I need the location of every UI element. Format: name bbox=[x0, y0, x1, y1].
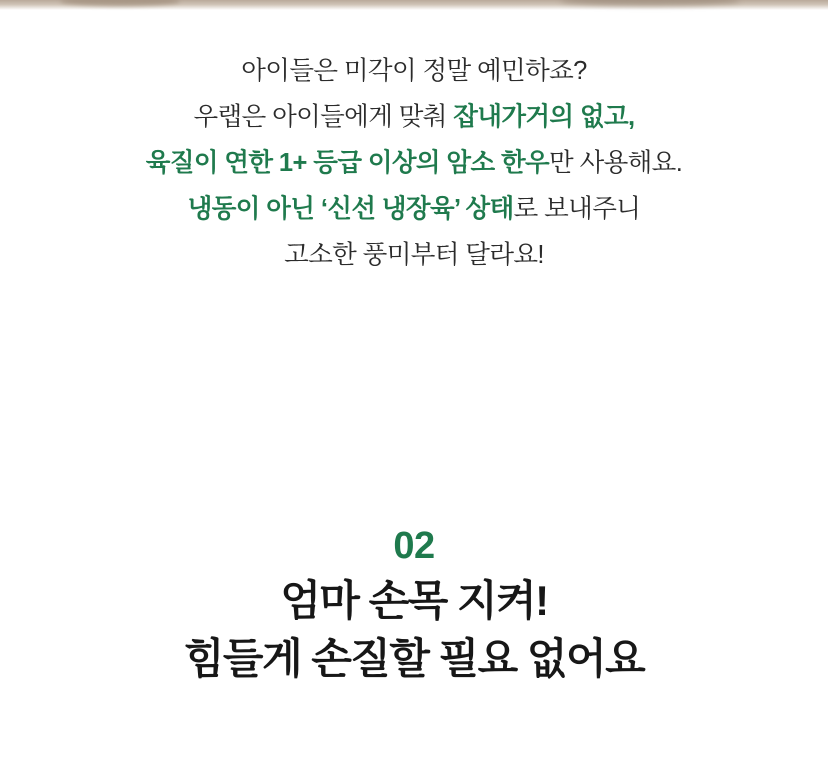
intro-line-4-highlight: 냉동이 아닌 ‘신선 냉장육’ 상태 bbox=[187, 195, 514, 223]
section-title-line-2: 힘들게 손질할 필요 없어요 bbox=[183, 635, 645, 682]
section-title-line-1: 엄마 손목 지켜! bbox=[280, 577, 548, 624]
intro-line-2 bbox=[0, 94, 828, 140]
intro-line-4 bbox=[0, 186, 828, 232]
intro-line-3-plain: 만 사용해요. bbox=[549, 149, 683, 177]
intro-line-3-highlight: 육질이 연한 1+ 등급 이상의 암소 한우 bbox=[145, 149, 550, 177]
photo-bottom-edge bbox=[0, 0, 828, 10]
intro-line-1 bbox=[0, 48, 828, 94]
intro-line-5 bbox=[0, 232, 828, 278]
intro-line-1-text: 아이들은 미각이 정말 예민하죠? bbox=[241, 57, 587, 85]
section-number: 02 bbox=[393, 525, 435, 567]
intro-line-2-plain: 우랩은 아이들에게 맞춰 bbox=[193, 103, 454, 131]
photo-blur-left bbox=[60, 0, 180, 6]
intro-line-3 bbox=[0, 140, 828, 186]
intro-line-2-highlight: 잡내가거의 없고, bbox=[453, 103, 635, 131]
photo-blur-right bbox=[560, 0, 740, 6]
section-02 bbox=[0, 520, 828, 688]
intro-line-4-plain: 로 보내주니 bbox=[513, 195, 641, 223]
intro-paragraph bbox=[0, 48, 828, 278]
intro-line-5-text: 고소한 풍미부터 달라요! bbox=[284, 241, 544, 269]
